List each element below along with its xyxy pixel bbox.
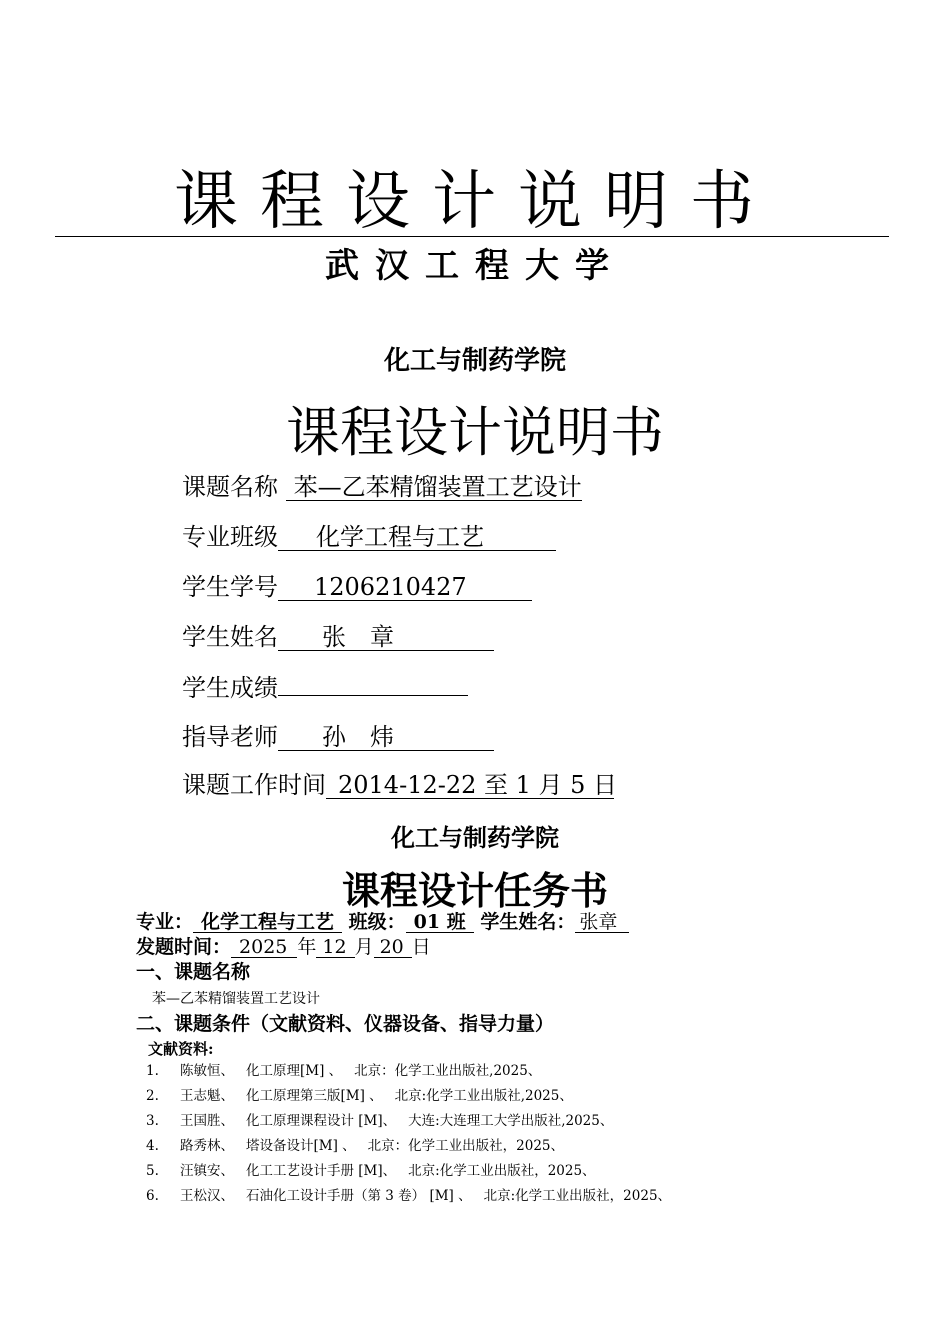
class-label: 班级：	[348, 911, 406, 933]
reference-number: 6.	[146, 1188, 159, 1204]
field-value: 1206210427	[278, 574, 532, 601]
reference-item	[146, 1112, 613, 1130]
year-unit: 年	[297, 936, 317, 958]
field-class	[182, 520, 556, 554]
reference-author: 汪镇安、	[180, 1163, 234, 1179]
reference-title: 化工原理课程设计 [M]、	[246, 1113, 397, 1129]
reference-number: 4.	[146, 1138, 159, 1154]
field-label: 课题名称	[182, 473, 278, 501]
field-student-id	[182, 570, 532, 604]
major-value: 化学工程与工艺	[193, 912, 342, 933]
reference-title: 石油化工设计手册（第 3 卷） [M] 、	[246, 1188, 472, 1204]
reference-item	[146, 1162, 596, 1180]
reference-author: 陈敏恒、	[180, 1063, 234, 1079]
references-label: 文献资料:	[148, 1040, 214, 1058]
reference-title: 塔设备设计[M] 、	[246, 1138, 356, 1154]
field-work-period	[182, 768, 618, 802]
reference-number: 3.	[146, 1113, 159, 1129]
cover-title: 课程设计说明书	[286, 401, 664, 464]
reference-publisher: 北京：化学工业出版社,2025、	[354, 1063, 542, 1079]
reference-item	[146, 1062, 541, 1080]
task-title: 课程设计任务书	[341, 869, 608, 913]
field-label: 学生姓名	[182, 623, 278, 651]
section2-heading: 二、课题条件（文献资料、仪器设备、指导力量）	[136, 1013, 555, 1035]
title-divider	[55, 236, 889, 237]
reference-title: 化工原理第三版[M] 、	[246, 1088, 383, 1104]
reference-number: 1.	[146, 1063, 159, 1079]
day-unit: 日	[411, 936, 431, 958]
reference-item	[146, 1087, 573, 1105]
reference-publisher: 北京：化学工业出版社，2025、	[367, 1138, 565, 1154]
college-name: 化工与制药学院	[383, 346, 566, 376]
reference-publisher: 北京:化学工业出版社,2025、	[394, 1088, 573, 1104]
issue-label: 发题时间：	[136, 936, 232, 958]
reference-title: 化工工艺设计手册 [M]、	[246, 1163, 397, 1179]
issue-day: 20	[374, 937, 412, 958]
field-value: 张 章	[278, 624, 494, 651]
field-value	[278, 670, 468, 696]
reference-item	[146, 1137, 564, 1155]
field-label: 学生学号	[182, 573, 278, 601]
reference-publisher: 北京:化学工业出版社，2025、	[483, 1188, 672, 1204]
reference-item	[146, 1187, 671, 1205]
main-title: 课程设计说明书	[174, 165, 776, 239]
reference-number: 5.	[146, 1163, 159, 1179]
task-info-line	[136, 910, 629, 934]
field-value: 化学工程与工艺	[278, 524, 556, 551]
student-label: 学生姓名：	[480, 911, 576, 933]
field-label: 专业班级	[182, 523, 278, 551]
reference-author: 王志魁、	[180, 1088, 234, 1104]
field-label: 指导老师	[182, 723, 278, 751]
field-value: 孙 炜	[278, 724, 494, 751]
issue-month: 12	[316, 937, 354, 958]
issue-year: 2025	[231, 937, 297, 958]
reference-author: 王国胜、	[180, 1113, 234, 1129]
reference-publisher: 北京:化学工业出版社，2025、	[408, 1163, 596, 1179]
field-grade	[182, 670, 468, 704]
student-value: 张章	[575, 912, 629, 933]
university-name: 武汉工程大学	[325, 246, 625, 286]
task-college: 化工与制药学院	[391, 824, 559, 852]
section1-heading: 一、课题名称	[136, 961, 251, 983]
reference-author: 路秀林、	[180, 1138, 234, 1154]
field-value: 2014-12-22 至 1 月 5 日	[326, 772, 614, 799]
section1-content: 苯—乙苯精馏装置工艺设计	[152, 991, 320, 1007]
reference-publisher: 大连:大连理工大学出版社,2025、	[408, 1113, 614, 1129]
field-advisor	[182, 720, 494, 754]
major-label: 专业：	[136, 911, 194, 933]
class-value: 01 班	[406, 912, 474, 933]
field-label: 学生成绩	[182, 674, 278, 702]
issue-date-line	[136, 935, 431, 959]
field-topic	[182, 470, 582, 504]
reference-author: 王松汉、	[180, 1188, 234, 1204]
field-value: 苯—乙苯精馏装置工艺设计	[286, 474, 582, 501]
field-student-name	[182, 620, 494, 654]
month-unit: 月	[354, 936, 374, 958]
reference-title: 化工原理[M] 、	[246, 1063, 343, 1079]
reference-number: 2.	[146, 1088, 159, 1104]
field-label: 课题工作时间	[182, 771, 326, 799]
